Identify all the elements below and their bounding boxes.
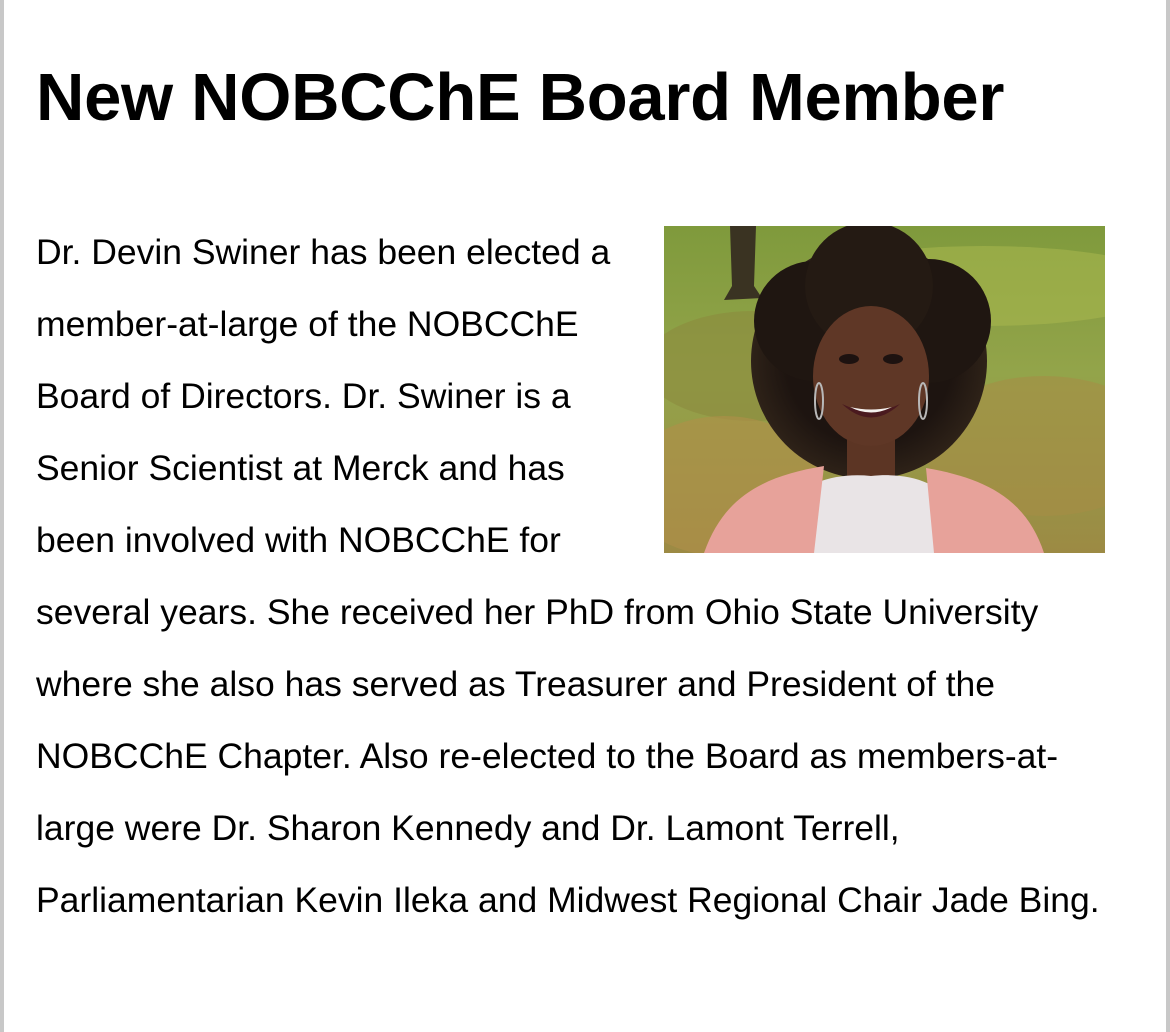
- page-border-left: [0, 0, 4, 1032]
- article-body: [36, 216, 1112, 936]
- page-border-right: [1166, 0, 1170, 1032]
- page-title: New NOBCChE Board Member: [36, 60, 1005, 135]
- portrait-photo-icon: [664, 226, 1105, 553]
- article-text: Dr. Devin Swiner has been elected a member-at-large of the NOBCChE Board of Directors. Dr. Swiner is a Senior Scientist at Merck and has been involved with NOBCChE for several years. She received her PhD from Ohio State University where she also has served as Treasurer and President of the NOBCChE Chapter. Also re-elected to the Board as members-at-large were Dr. Sharon Kennedy and Dr. Lamont Terrell, Parliamentarian Kevin Ileka and Midwest Regional Chair Jade Bing.: [36, 232, 1100, 920]
